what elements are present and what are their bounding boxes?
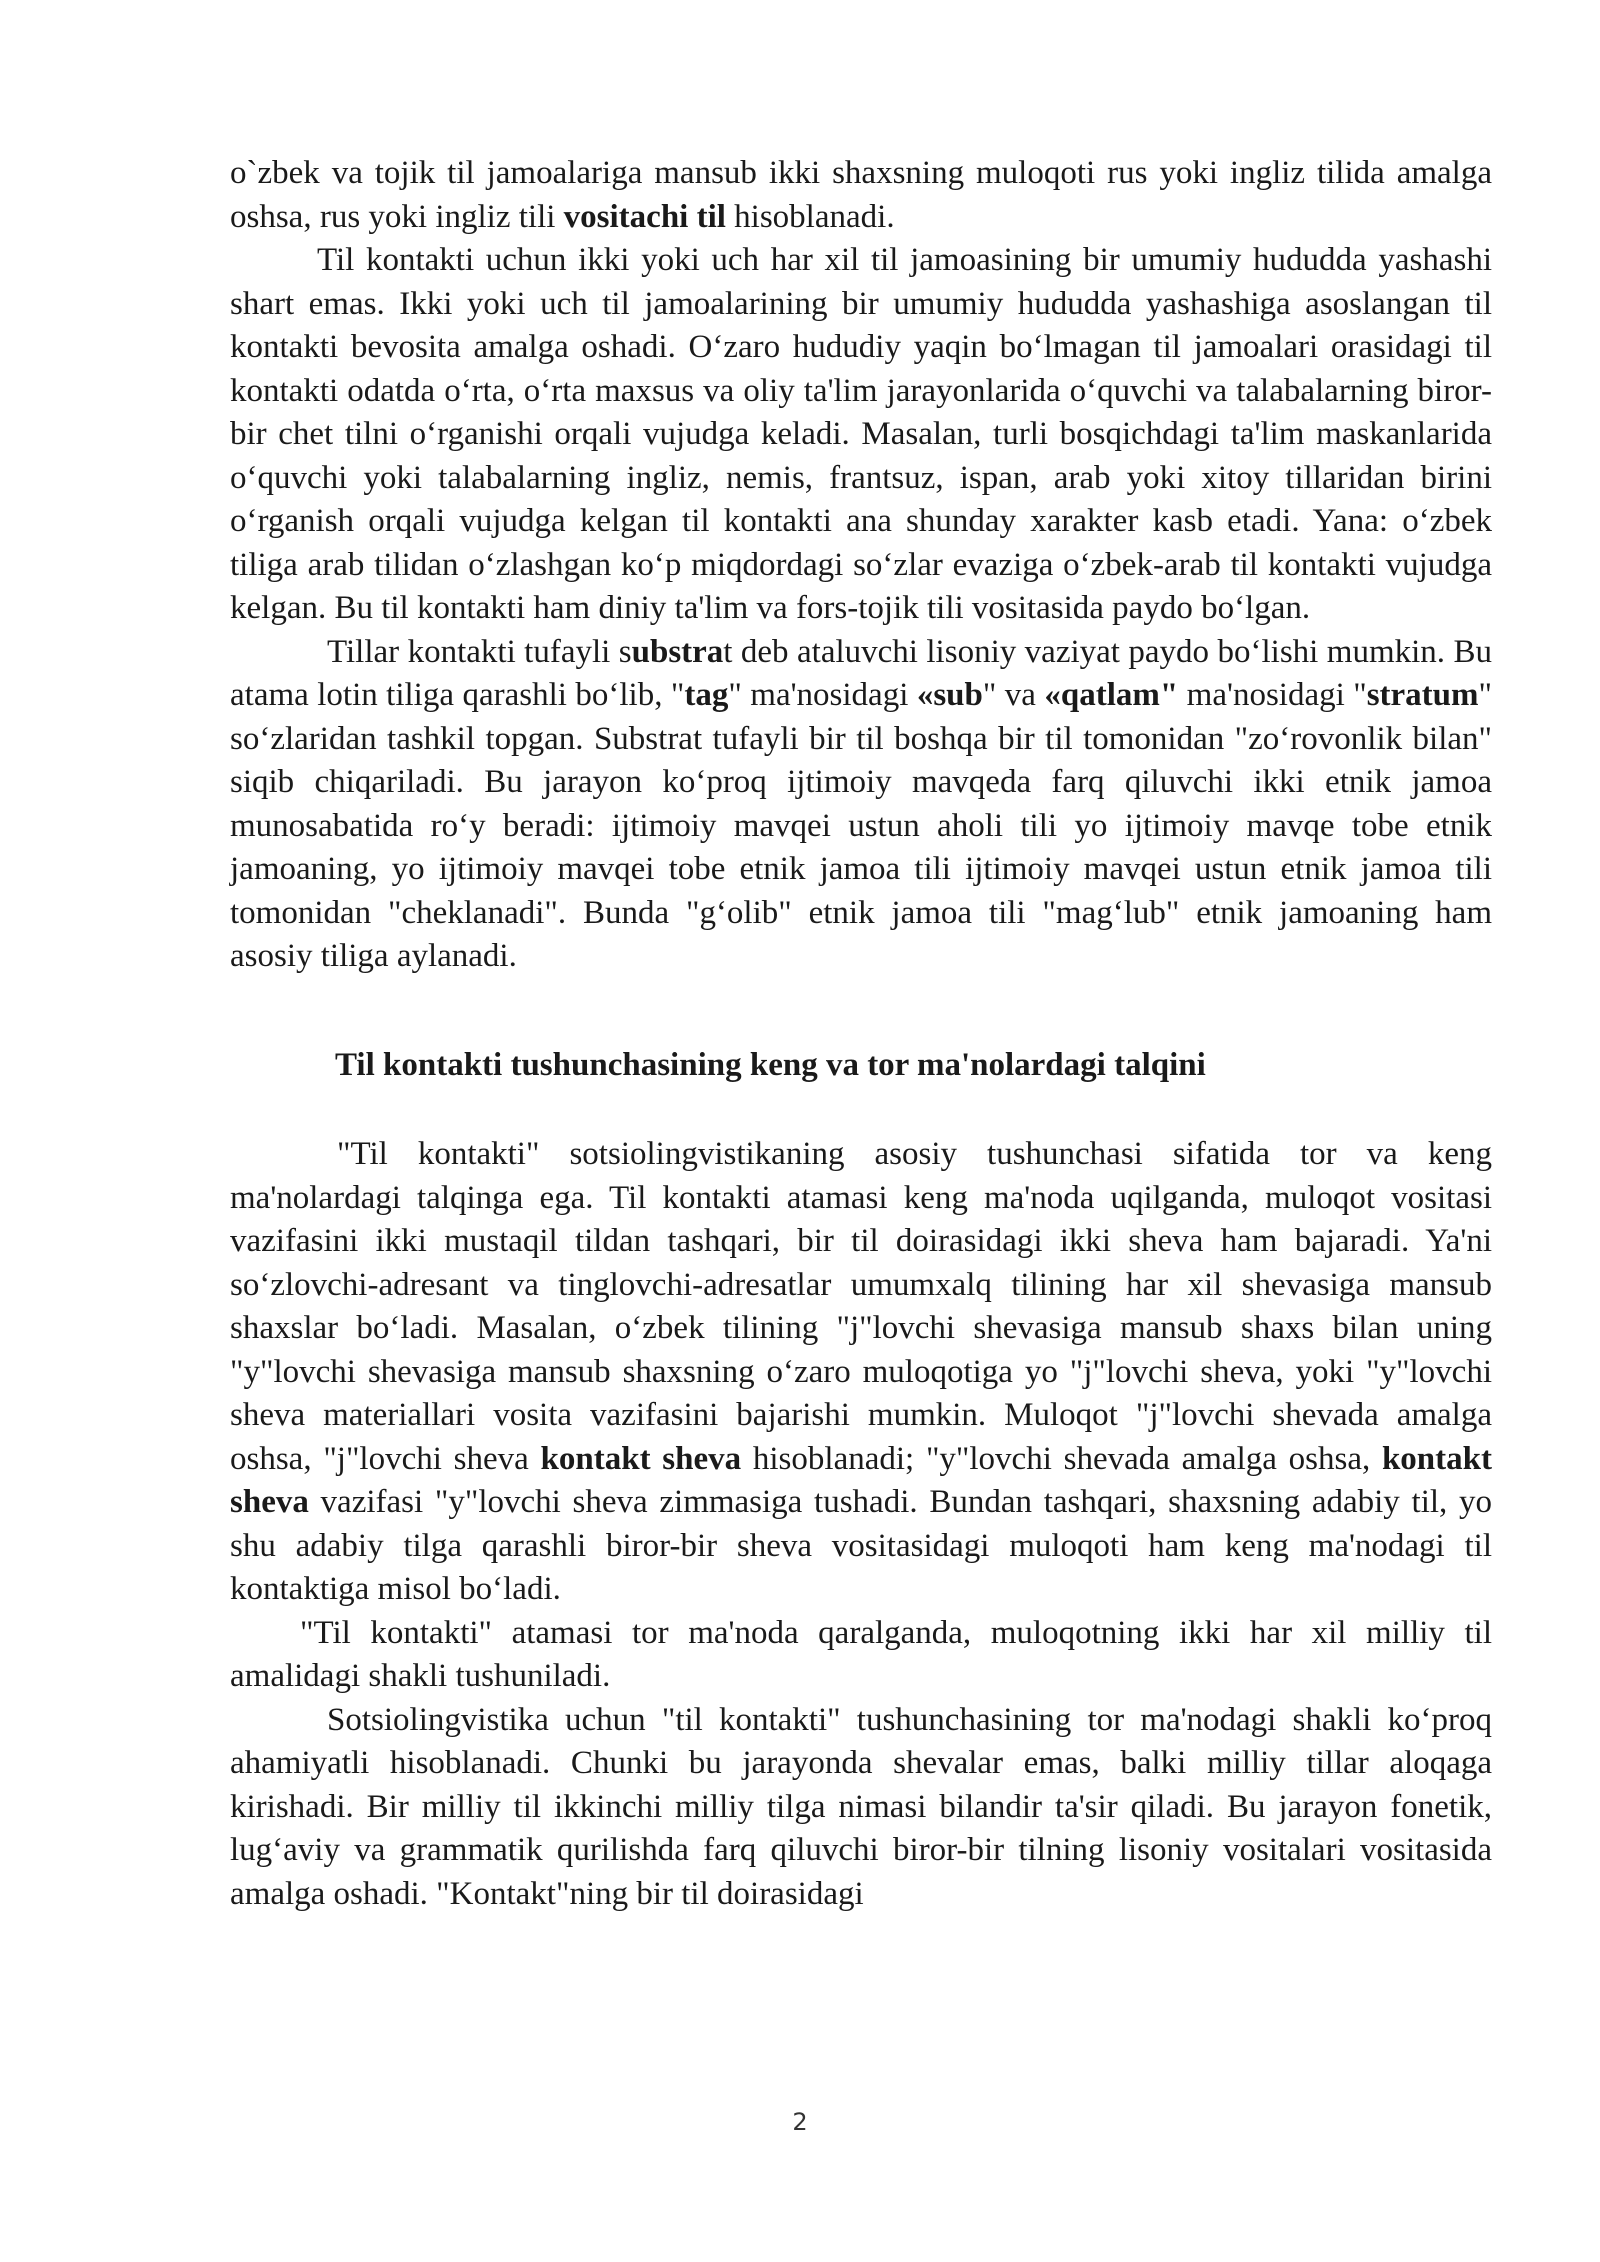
text-run: Sotsiolingvistika uchun "til kontakti" tushunchasining tor ma'nodagi shakli ko‘proq ahamiyatli hisoblanadi. Chunki bu jarayonda shevalar emas, balki milliy tillar aloqaga kirishadi. Bir milliy til ikkinchi milliy tilga nimasi bilandir ta'sir qiladi. Bu jarayon fonetik, lug‘aviy va grammatik qurilishda farq qiluvchi biror-bir tilning lisoniy vositalari vositasida amalga oshadi. "Kontakt"ning bir til doirasidagi (230, 1701, 1492, 1912)
text-run: " va (982, 677, 1045, 713)
text-run: t deb ataluvchi lisoniy vaziyat paydo bo‘lishi mumkin. Bu atama lotin tiliga qarashli bo‘lib, " (230, 633, 1492, 713)
bold-term: «qatlam" (1044, 677, 1179, 713)
text-run: o`zbek va tojik til jamoalariga mansub ikki shaxsning muloqoti rus yoki ingliz tilida amalga oshsa, rus yoki ingliz tili (230, 155, 1492, 235)
bold-term: «sub (916, 677, 983, 713)
bold-term: ubstra (631, 633, 724, 670)
paragraph-p4 (230, 1133, 1492, 1612)
paragraph-p2 (230, 239, 1492, 631)
text-run: "Til kontakti" atamasi tor ma'noda qaralganda, muloqotning ikki har xil milliy til amalidagi shakli tushuniladi. (230, 1614, 1492, 1694)
bold-term: stratum (1366, 677, 1479, 713)
section-heading: Til kontakti tushunchasining keng va tor ma'nolardagi talqini (335, 1046, 1206, 1083)
text-run: vazifasi "y"lovchi sheva zimmasiga tushadi. Bundan tashqari, shaxsning adabiy til, yo shu adabiy tilga qarashli biror-bir sheva vositasidagi muloqoti ham keng ma'nodagi til kontaktiga misol bo‘ladi. (230, 1484, 1492, 1607)
bold-term: tag (684, 677, 729, 713)
bold-term: vositachi til (563, 198, 726, 235)
paragraph-group-2 (230, 1133, 1492, 1916)
text-run: Tillar kontakti tufayli s (327, 633, 632, 670)
text-run: Til kontakti uchun ikki yoki uch har xil til jamoasining bir umumiy hududda yashashi shart emas. Ikki yoki uch til jamoalarining bir umumiy hududda yashashiga asoslangan til kontakti bevosita amalga oshadi. O‘zaro hududiy yaqin bo‘lmagan til jamoalari orasidagi til kontakti odatda o‘rta, o‘rta maxsus va oliy ta'lim jarayonlarida o‘quvchi va talabalarning biror-bir chet tilni o‘rganishi orqali vujudga keladi. Masalan, turli bosqichdagi ta'lim maskanlarida o‘quvchi yoki talabalarning ingliz, nemis, frantsuz, ispan, arab yoki xitoy tillaridan birini o‘rganish orqali vujudga kelgan til kontakti ana shunday xarakter kasb etadi. Yana: o‘zbek tiliga arab tilidan o‘zlashgan ko‘p miqdordagi so‘zlar evaziga o‘zbek-arab til kontakti vujudga kelgan. Bu til kontakti ham diniy ta'lim va fors-tojik tili vositasida paydo bo‘lgan. (230, 242, 1492, 626)
text-run: "Til kontakti" sotsiolingvistikaning asosiy tushunchasi sifatida tor va keng ma'nolardagi talqinga ega. Til kontakti atamasi keng ma'noda uqilganda, muloqot vositasi vazifasini ikki mustaqil tildan tashqari, bir til doirasidagi ikki sheva ham bajaradi. Ya'ni so‘zlovchi-adresant va tinglovchi-adresatlar umumxalq tilining har xil shevasiga mansub shaxslar bo‘ladi. Masalan, o‘zbek tilining "j"lovchi shevasiga mansub shaxs bilan uning "y"lovchi shevasiga mansub shaxsning o‘zaro muloqotiga yo "j"lovchi sheva, yoki "y"lovchi sheva materiallari vosita vazifasini bajarishi mumkin. Muloqot "j"lovchi shevada amalga oshsa, "j"lovchi sheva (230, 1136, 1492, 1477)
bold-term: kontakt sheva (540, 1440, 742, 1477)
text-run: ma'nosidagi " (1178, 677, 1367, 713)
text-run: hisoblanadi; "y"lovchi shevada amalga oshsa, (741, 1440, 1382, 1477)
text-run: " ma'nosidagi (728, 677, 917, 713)
paragraph-group-1 (230, 152, 1492, 979)
bold-term: kontakt sheva (230, 1440, 1492, 1520)
paragraph-p1 (230, 152, 1492, 239)
paragraph-p3 (230, 631, 1492, 979)
paragraph-p5 (230, 1612, 1492, 1699)
document-body (230, 152, 1492, 1916)
text-run: hisoblanadi. (725, 198, 895, 235)
paragraph-p6 (230, 1699, 1492, 1917)
page-number: 2 (792, 2108, 808, 2136)
text-run: " so‘zlaridan tashkil topgan. Substrat tufayli bir til boshqa bir til tomonidan "zo‘rovonlik bilan" siqib chiqariladi. Bu jarayon ko‘proq ijtimoiy mavqeda farq qiluvchi ikki etnik jamoa munosabatida ro‘y beradi: ijtimoiy mavqei ustun aholi tili yo ijtimoiy mavqe tobe etnik jamoaning, yo ijtimoiy mavqei tobe etnik jamoa tili ijtimoiy mavqei ustun etnik jamoa tili tomonidan "cheklanadi". Bunda "g‘olib" etnik jamoa tili "mag‘lub" etnik jamoaning ham asosiy tiliga aylanadi. (230, 677, 1492, 974)
